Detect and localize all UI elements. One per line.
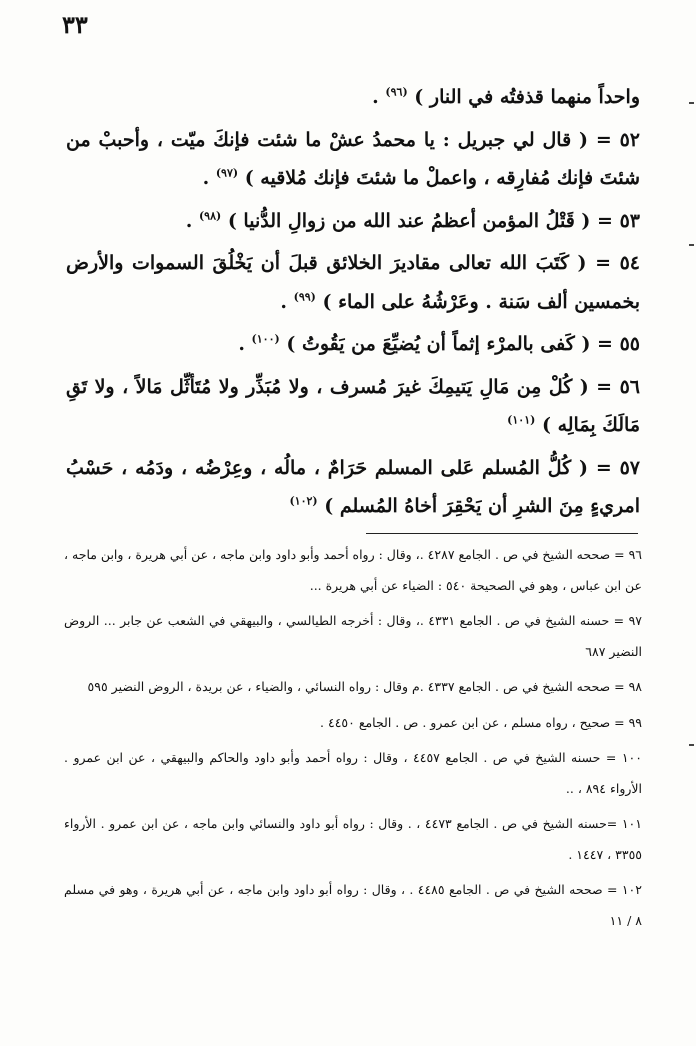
- footnote-ref: (١٠٠): [251, 332, 280, 346]
- scan-edge-mark: [689, 102, 694, 104]
- hadith-text: ٥٦ = ( كُلْ مِن مَالِ يَتيمِكَ غيرَ مُسرف ، ولا مُبَذِّر ولا مُتَأثِّل مَالاً ، ولا تَقِ مَالَكَ بِمَالِه ): [66, 375, 640, 436]
- footnote: ٩٦ = صححه الشيخ في ص . الجامع ٤٢٨٧ .، وقال : رواه أحمد وأبو داود وابن ماجه ، عن أبي هريرة ، وابن ماجه ، عن ابن عباس ، وهو في الصحيحة ٥٤٠ : الضياء عن أبي هريرة ...: [64, 547, 642, 593]
- hadith-entry: [66, 449, 640, 526]
- footnote-ref: (١٠٢): [289, 494, 318, 508]
- hadith-entry: [66, 368, 640, 445]
- hadith-text: واحداً منهما قذفتُه في النار ): [414, 86, 640, 108]
- footnote: ٩٨ = صححه الشيخ في ص . الجامع ٤٣٣٧ .م وقال : رواه النسائي ، والضياء ، عن بريدة ، الروض النضير ٥٩٥: [87, 679, 642, 694]
- scan-edge-mark: [689, 244, 694, 246]
- hadith-entry: ٥٤ = ( كَتَبَ الله تعالى مقاديرَ الخلائق قبلَ أن يَخْلُقَ السموات والأرض بخمسين ألف سَنة . وعَرْشُهُ على الماء ) $^{(٩٩)}$ .: [66, 252, 640, 313]
- footnotes: [64, 540, 642, 941]
- footnote-divider: [366, 533, 638, 534]
- footnote: ١٠٢ = صححه الشيخ في ص . الجامع ٤٤٨٥ . ، وقال : رواه أبو داود وابن ماجه ، عن أبي هريرة ، وهو في مسلم ٨ / ١١: [64, 882, 642, 928]
- hadith-text: ٥٢ = ( قال لي جبريل : يا محمدُ عشْ ما شئت فإنكَ ميّت ، وأحببْ من شئتَ فإنك مُفارِقه ، واعملْ ما شئتَ فإنك مُلاقيه ): [66, 128, 640, 189]
- hadith-entry: ٥٥ = ( كَفى بالمرْء إثماً أن يُضيِّعَ من يَقُوتُ ) $^{(١٠٠)}$ .: [238, 332, 640, 355]
- footnote-ref: (١٠١): [507, 413, 536, 427]
- hadith-text: ٥٧ = ( كُلُّ المُسلم عَلى المسلم حَرَامٌ ، مالُه ، وعِرْضُه ، ودَمُه ، حَسْبُ امريءٍ مِنَ الشرِ أن يَحْقِرَ أخاهُ المُسلم ): [66, 456, 640, 517]
- footnote: ٩٩ = صحيح ، رواه مسلم ، عن ابن عمرو . ص . الجامع ٤٤٥٠ .: [320, 714, 642, 730]
- hadith-entry: واحداً منهما قذفتُه في النار ) $^{(٩٦)}$ .: [372, 85, 640, 108]
- hadith-text: ٥٣ = ( قَتْلُ المؤمن أعظمُ عند الله من زوالِ الدُّنيا ): [227, 209, 640, 232]
- footnote-ref: (٩٧): [215, 166, 239, 180]
- footnote-ref: (٩٦): [385, 85, 408, 99]
- hadith-entry: ٥٣ = ( قَتْلُ المؤمن أعظمُ عند الله من زوالِ الدُّنيا ) $^{(٩٨)}$ .: [185, 209, 640, 232]
- hadith-text: ٥٥ = ( كَفى بالمرْء إثماً أن يُضيِّعَ من يَقُوتُ ): [286, 333, 640, 355]
- footnote-ref: (٩٩): [293, 290, 316, 304]
- footnote: ١٠٠ = حسنه الشيخ في ص . الجامع ٤٤٥٧ ، وقال : رواه أحمد وأبو داود والحاكم والبيهقي ، عن ابن عمرو . الأرواء ٨٩٤ ، ..: [64, 750, 642, 796]
- scan-edge-mark: [689, 744, 694, 746]
- footnote: ١٠١ =حسنه الشيخ في ص . الجامع ٤٤٧٣ ، . وقال : رواه أبو داود والنسائي وابن ماجه ، عن ابن عمرو . الأرواء ٣٣٥٥ ، ١٤٤٧ .: [64, 816, 642, 862]
- hadith-text: ٥٤ = ( كَتَبَ الله تعالى مقاديرَ الخلائق قبلَ أن يَخْلُقَ السموات والأرض بخمسين ألف سَنة . وعَرْشُهُ على الماء ): [66, 252, 640, 313]
- footnote: ٩٧ = حسنه الشيخ في ص . الجامع ٤٣٣١ .، وقال : أخرجه الطيالسي ، والبيهقي في الشعب عن جابر ... الروض النضير ٦٨٧: [64, 613, 643, 659]
- hadith-entry: ٥٢ = ( قال لي جبريل : يا محمدُ عشْ ما شئت فإنكَ ميّت ، وأحببْ من شئتَ فإنك مُفارِقه ، واعملْ ما شئتَ فإنك مُلاقيه ) $^{(٩٧)}$ .: [66, 128, 640, 189]
- footnote-ref: (٩٨): [198, 209, 222, 223]
- page-number: ٣٣: [62, 10, 88, 39]
- hadith-list: [66, 78, 640, 530]
